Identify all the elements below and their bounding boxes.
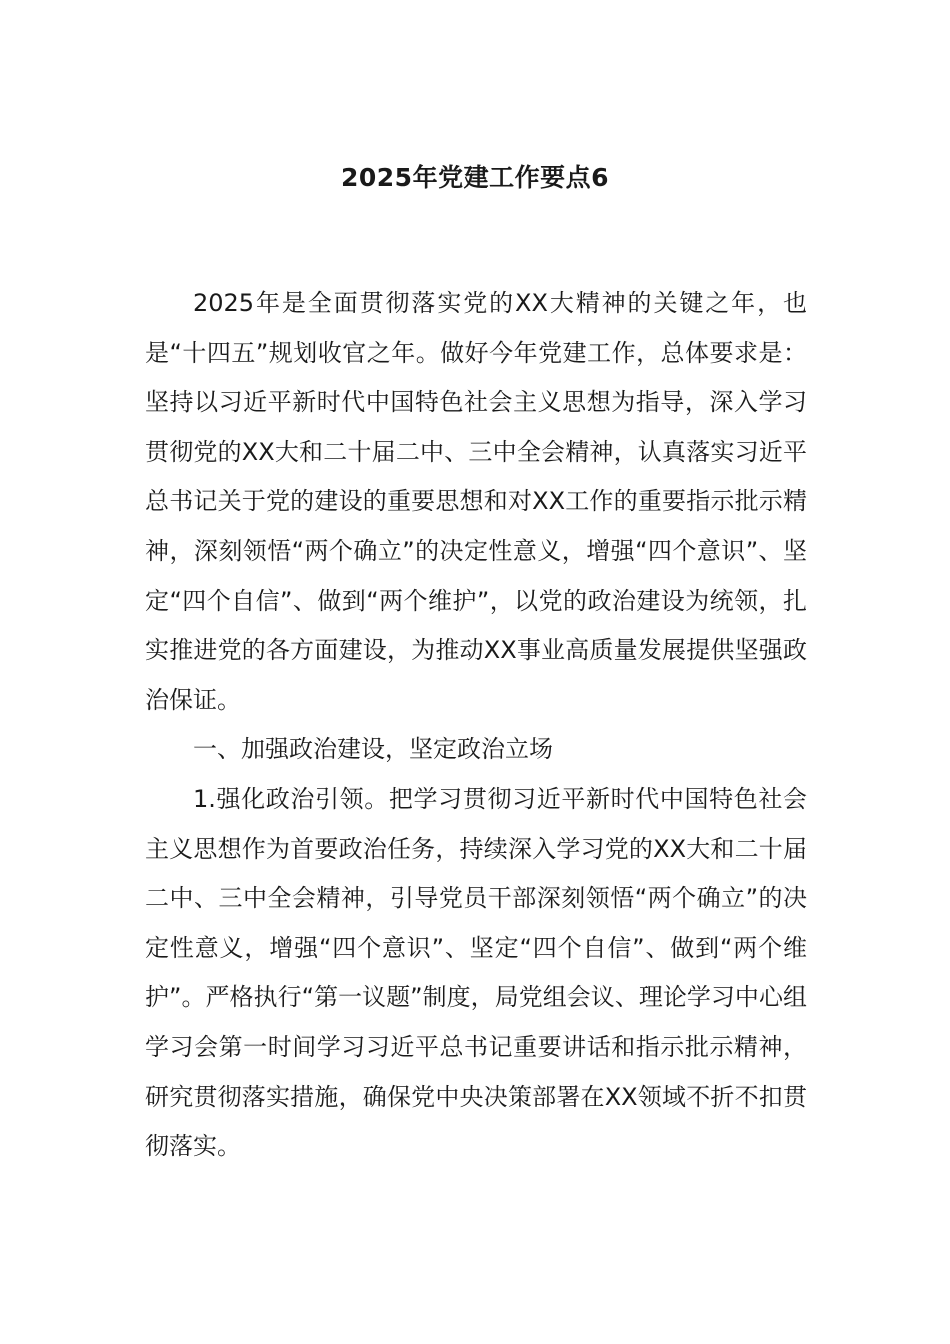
section-heading: 一、加强政治建设，坚定政治立场 xyxy=(193,735,553,764)
document-title: 2025年党建工作要点6 xyxy=(341,163,609,192)
section-paragraph: 1.强化政治引领。把学习贯彻习近平新时代中国特色社会主义思想作为首要政治任务，持续深入学习党的XX大和二十届二中、三中全会精神，引导党员干部深刻领悟“两个确立”的决定性意义，增强“四个意识”、坚定“四个自信”、做到“两个维护”。严格执行“第一议题”制度，局党组会议、理论学习中心组学习会第一时间学习习近平总书记重要讲话和指示批示精神，研究贯彻落实措施，确保党中央决策部署在XX领域不折不扣贯彻落实。 xyxy=(145,784,807,1161)
intro-paragraph: 2025年是全面贯彻落实党的XX大精神的关键之年，也是“十四五”规划收官之年。做好今年党建工作，总体要求是：坚持以习近平新时代中国特色社会主义思想为指导，深入学习贯彻党的XX大和二十届二中、三中全会精神，认真落实习近平总书记关于党的建设的重要思想和对XX工作的重要指示批示精神，深刻领悟“两个确立”的决定性意义，增强“四个意识”、坚定“四个自信”、做到“两个维护”，以党的政治建设为统领，扎实推进党的各方面建设，为推动XX事业高质量发展提供坚强政治保证。 xyxy=(145,289,807,714)
document-body xyxy=(145,279,807,1172)
